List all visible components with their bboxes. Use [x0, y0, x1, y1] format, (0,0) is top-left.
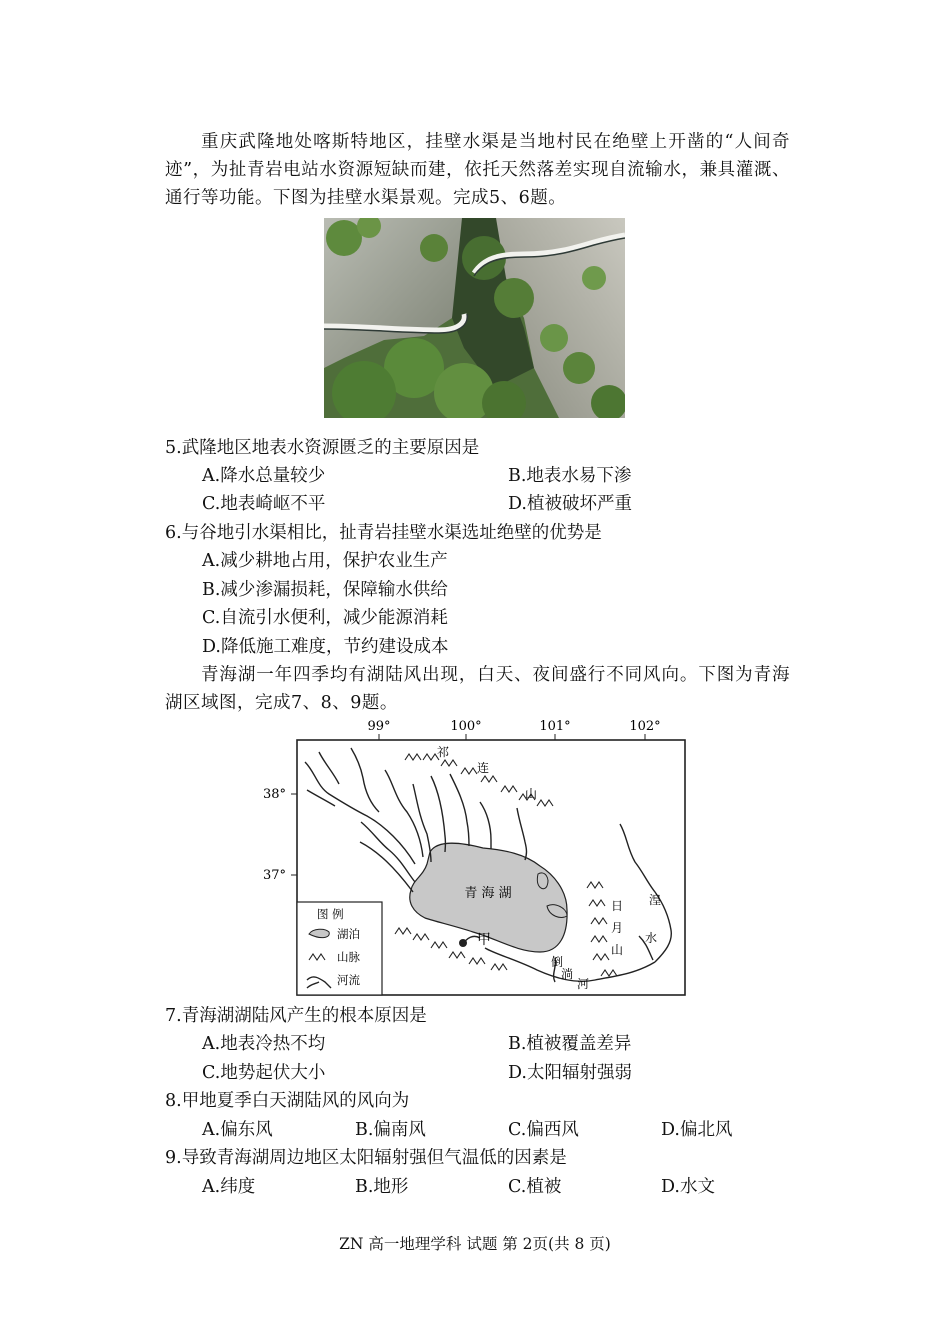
question-9-option-b: B.地形 [355, 1177, 409, 1197]
question-5-option-c: C.地表崎岖不平 [202, 494, 326, 514]
lake-label: 青 海 湖 [464, 886, 512, 901]
intro-paragraph-q5-6: 重庆武隆地处喀斯特地区，挂壁水渠是当地村民在绝壁上开凿的“人间奇迹”，为扯青岩电站水资源短缺而建，依托天然落差实现自流输水，兼具灌溉、通行等功能。下图为挂壁水渠景观。完成5、6题。 [165, 132, 790, 208]
question-7-option-d: D.太阳辐射强弱 [508, 1063, 632, 1083]
question-9-option-d: D.水文 [661, 1177, 715, 1197]
question-7-option-c: C.地势起伏大小 [202, 1063, 326, 1083]
question-5-option-a: A.降水总量较少 [202, 466, 326, 486]
daotang-char-3: 河 [577, 977, 590, 991]
question-6-option-a: A.减少耕地占用，保护农业生产 [202, 551, 448, 571]
intro-paragraph-q7-9: 青海湖一年四季均有湖陆风出现，白天、夜间盛行不同风向。下图为青海湖区域图，完成7、8、9题。 [165, 665, 790, 713]
question-7-stem: 7.青海湖湖陆风产生的根本原因是 [165, 1006, 427, 1026]
qinghai-lake-map [255, 712, 695, 1002]
question-6-option-c: C.自流引水便利，减少能源消耗 [202, 608, 448, 628]
question-6-stem: 6.与谷地引水渠相比，扯青岩挂壁水渠选址绝壁的优势是 [165, 523, 602, 543]
qilian-char-1: 祁 [437, 745, 450, 759]
question-7-option-b: B.植被覆盖差异 [508, 1034, 632, 1054]
point-jia-label: 甲 [477, 932, 491, 948]
lon-label-101: 101° [539, 719, 571, 734]
page-footer: ZN 高一地理学科 试题 第 2页(共 8 页) [339, 1235, 611, 1253]
point-jia [459, 939, 467, 947]
question-8-option-c: C.偏西风 [508, 1120, 579, 1140]
lon-label-102: 102° [629, 719, 661, 734]
huangshui-char-1: 湟 [649, 893, 662, 907]
lat-label-37: 37° [263, 868, 287, 883]
question-9-stem: 9.导致青海湖周边地区太阳辐射强但气温低的因素是 [165, 1148, 567, 1168]
lon-label-99: 99° [367, 719, 391, 734]
canal-cliff-photo [324, 218, 625, 418]
riyue-char-2: 月 [611, 921, 624, 935]
question-6-option-b: B.减少渗漏损耗，保障输水供给 [202, 580, 448, 600]
small-lake-1 [537, 873, 547, 889]
question-8-option-a: A.偏东风 [202, 1120, 273, 1140]
question-9-option-a: A.纬度 [202, 1177, 256, 1197]
legend-mountain: 山脉 [337, 950, 360, 964]
question-5-option-d: D.植被破坏严重 [508, 494, 632, 514]
lon-label-100: 100° [450, 719, 482, 734]
riyue-char-3: 山 [611, 943, 624, 957]
question-8-option-b: B.偏南风 [355, 1120, 426, 1140]
legend-title: 图 例 [317, 907, 344, 921]
legend-river: 河流 [337, 973, 360, 987]
question-7-option-a: A.地表冷热不均 [202, 1034, 326, 1054]
map-legend [297, 902, 382, 995]
qilian-char-2: 连 [477, 761, 490, 775]
question-5-stem: 5.武隆地区地表水资源匮乏的主要原因是 [165, 438, 480, 458]
question-8-option-d: D.偏北风 [661, 1120, 733, 1140]
question-8-stem: 8.甲地夏季白天湖陆风的风向为 [165, 1091, 410, 1111]
daotang-char-1: 倒 [551, 955, 564, 969]
question-5-option-b: B.地表水易下渗 [508, 466, 632, 486]
daotang-char-2: 淌 [561, 967, 574, 981]
question-6-option-d: D.降低施工难度，节约建设成本 [202, 637, 449, 657]
huangshui-char-2: 水 [645, 931, 658, 945]
qilian-char-3: 山 [525, 787, 538, 801]
legend-lake: 湖泊 [337, 927, 360, 941]
lat-label-38: 38° [263, 787, 287, 802]
riyue-char-1: 日 [611, 899, 624, 913]
question-9-option-c: C.植被 [508, 1177, 562, 1197]
